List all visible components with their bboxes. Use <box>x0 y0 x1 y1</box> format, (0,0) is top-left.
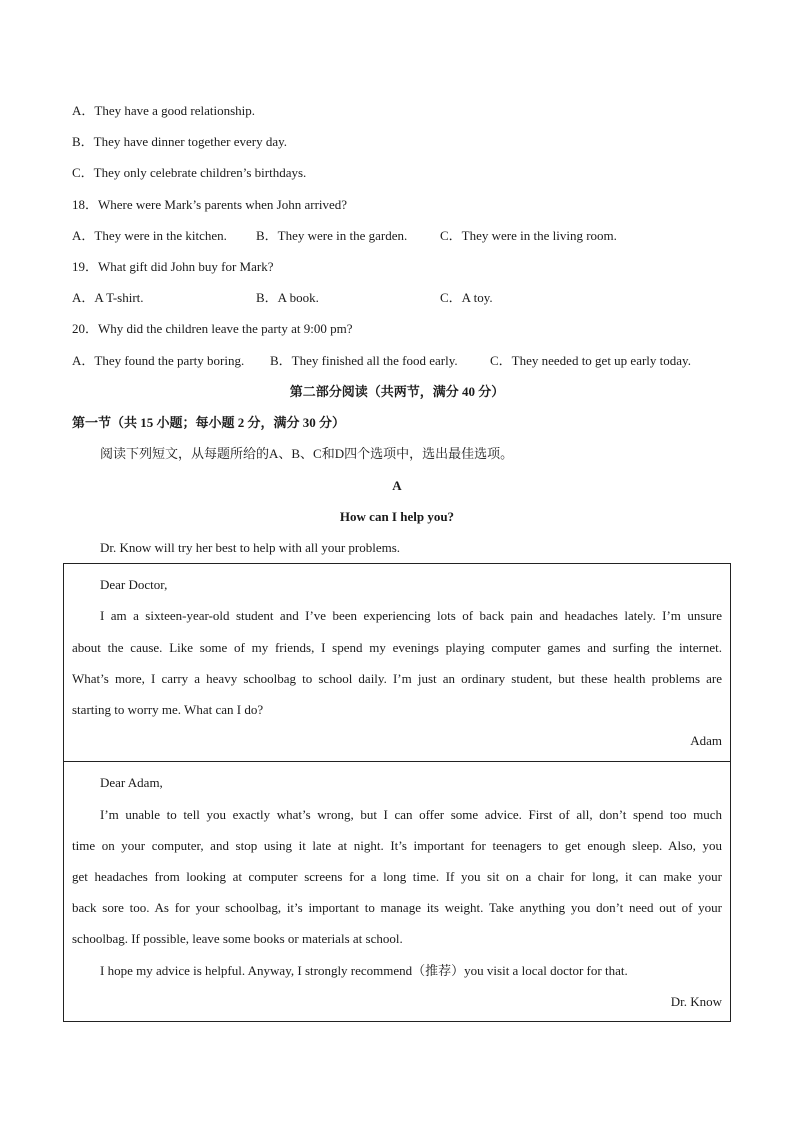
q20-option-c: C．They needed to get up early today. <box>490 353 691 368</box>
letter-dr-know <box>63 761 731 1022</box>
letter2-line-1: I’m unable to tell you exactly what’s wrong, but I can offer some advice. First of all, don’t spend too much <box>100 807 722 822</box>
letter2-closing: I hope my advice is helpful. Anyway, I strongly recommend（推荐）you visit a local doctor for that. <box>100 963 628 978</box>
letter-adam <box>63 563 731 762</box>
q18-option-b: B．They were in the garden. <box>256 228 408 243</box>
q20-option-b: B．They finished all the food early. <box>270 353 458 368</box>
passage-label: A <box>392 478 402 493</box>
q19-option-b: B．A book. <box>256 290 319 305</box>
letter1-line-1: I am a sixteen-year-old student and I’ve been experiencing lots of back pain and headaches lately. I’m unsure <box>100 608 722 623</box>
letter2-greeting: Dear Adam, <box>100 775 163 790</box>
letter1-line-4: starting to worry me. What can I do? <box>72 702 264 717</box>
q17-option-a: A．They have a good relationship. <box>72 103 256 118</box>
q18-question: 18．Where were Mark’s parents when John arrived? <box>72 197 348 212</box>
q17-option-b: B．They have dinner together every day. <box>72 134 288 149</box>
passage-intro: Dr. Know will try her best to help with all your problems. <box>100 540 401 555</box>
q18-option-a: A．They were in the kitchen. <box>72 228 227 243</box>
letter1-line-2: about the cause. Like some of my friends, I spend my evenings playing computer games and surfing the internet. <box>72 640 722 655</box>
q19-question: 19．What gift did John buy for Mark? <box>72 259 274 274</box>
letter1-signature: Adam <box>690 733 722 748</box>
q18-option-c: C．They were in the living room. <box>440 228 617 243</box>
letter1-greeting: Dear Doctor, <box>100 577 168 592</box>
q19-option-c: C．A toy. <box>440 290 493 305</box>
passage-title: How can I help you? <box>339 509 455 524</box>
instruction: 阅读下列短文，从每题所给的A、B、C和D四个选项中，选出最佳选项。 <box>100 446 514 461</box>
q20-question: 20．Why did the children leave the party at 9:00 pm? <box>72 321 353 336</box>
part2-heading: 第二部分阅读（共两节，满分 40 分） <box>289 384 505 399</box>
letter2-line-4: back sore too. As for your schoolbag, it’s important to manage its weight. Take anything you don’t need out of your <box>72 900 722 915</box>
q17-option-c: C．They only celebrate children’s birthdays. <box>72 165 307 180</box>
letter2-line-3: get headaches from looking at computer screens for a long time. If you sit on a chair for long, it can make your <box>72 869 722 884</box>
q19-option-a: A．A T-shirt. <box>72 290 144 305</box>
letter2-line-2: time on your computer, and stop using it late at night. It’s important for teenagers to get enough sleep. Also, you <box>72 838 722 853</box>
letter2-signature: Dr. Know <box>670 994 722 1009</box>
section1-heading: 第一节（共 15 小题；每小题 2 分，满分 30 分） <box>72 415 346 430</box>
q20-option-a: A．They found the party boring. <box>72 353 245 368</box>
letter1-line-3: What’s more, I carry a heavy schoolbag to school daily. I’m just an ordinary student, but these health problems are <box>72 671 722 686</box>
letter2-line-5: schoolbag. If possible, leave some books or materials at school. <box>72 931 403 946</box>
